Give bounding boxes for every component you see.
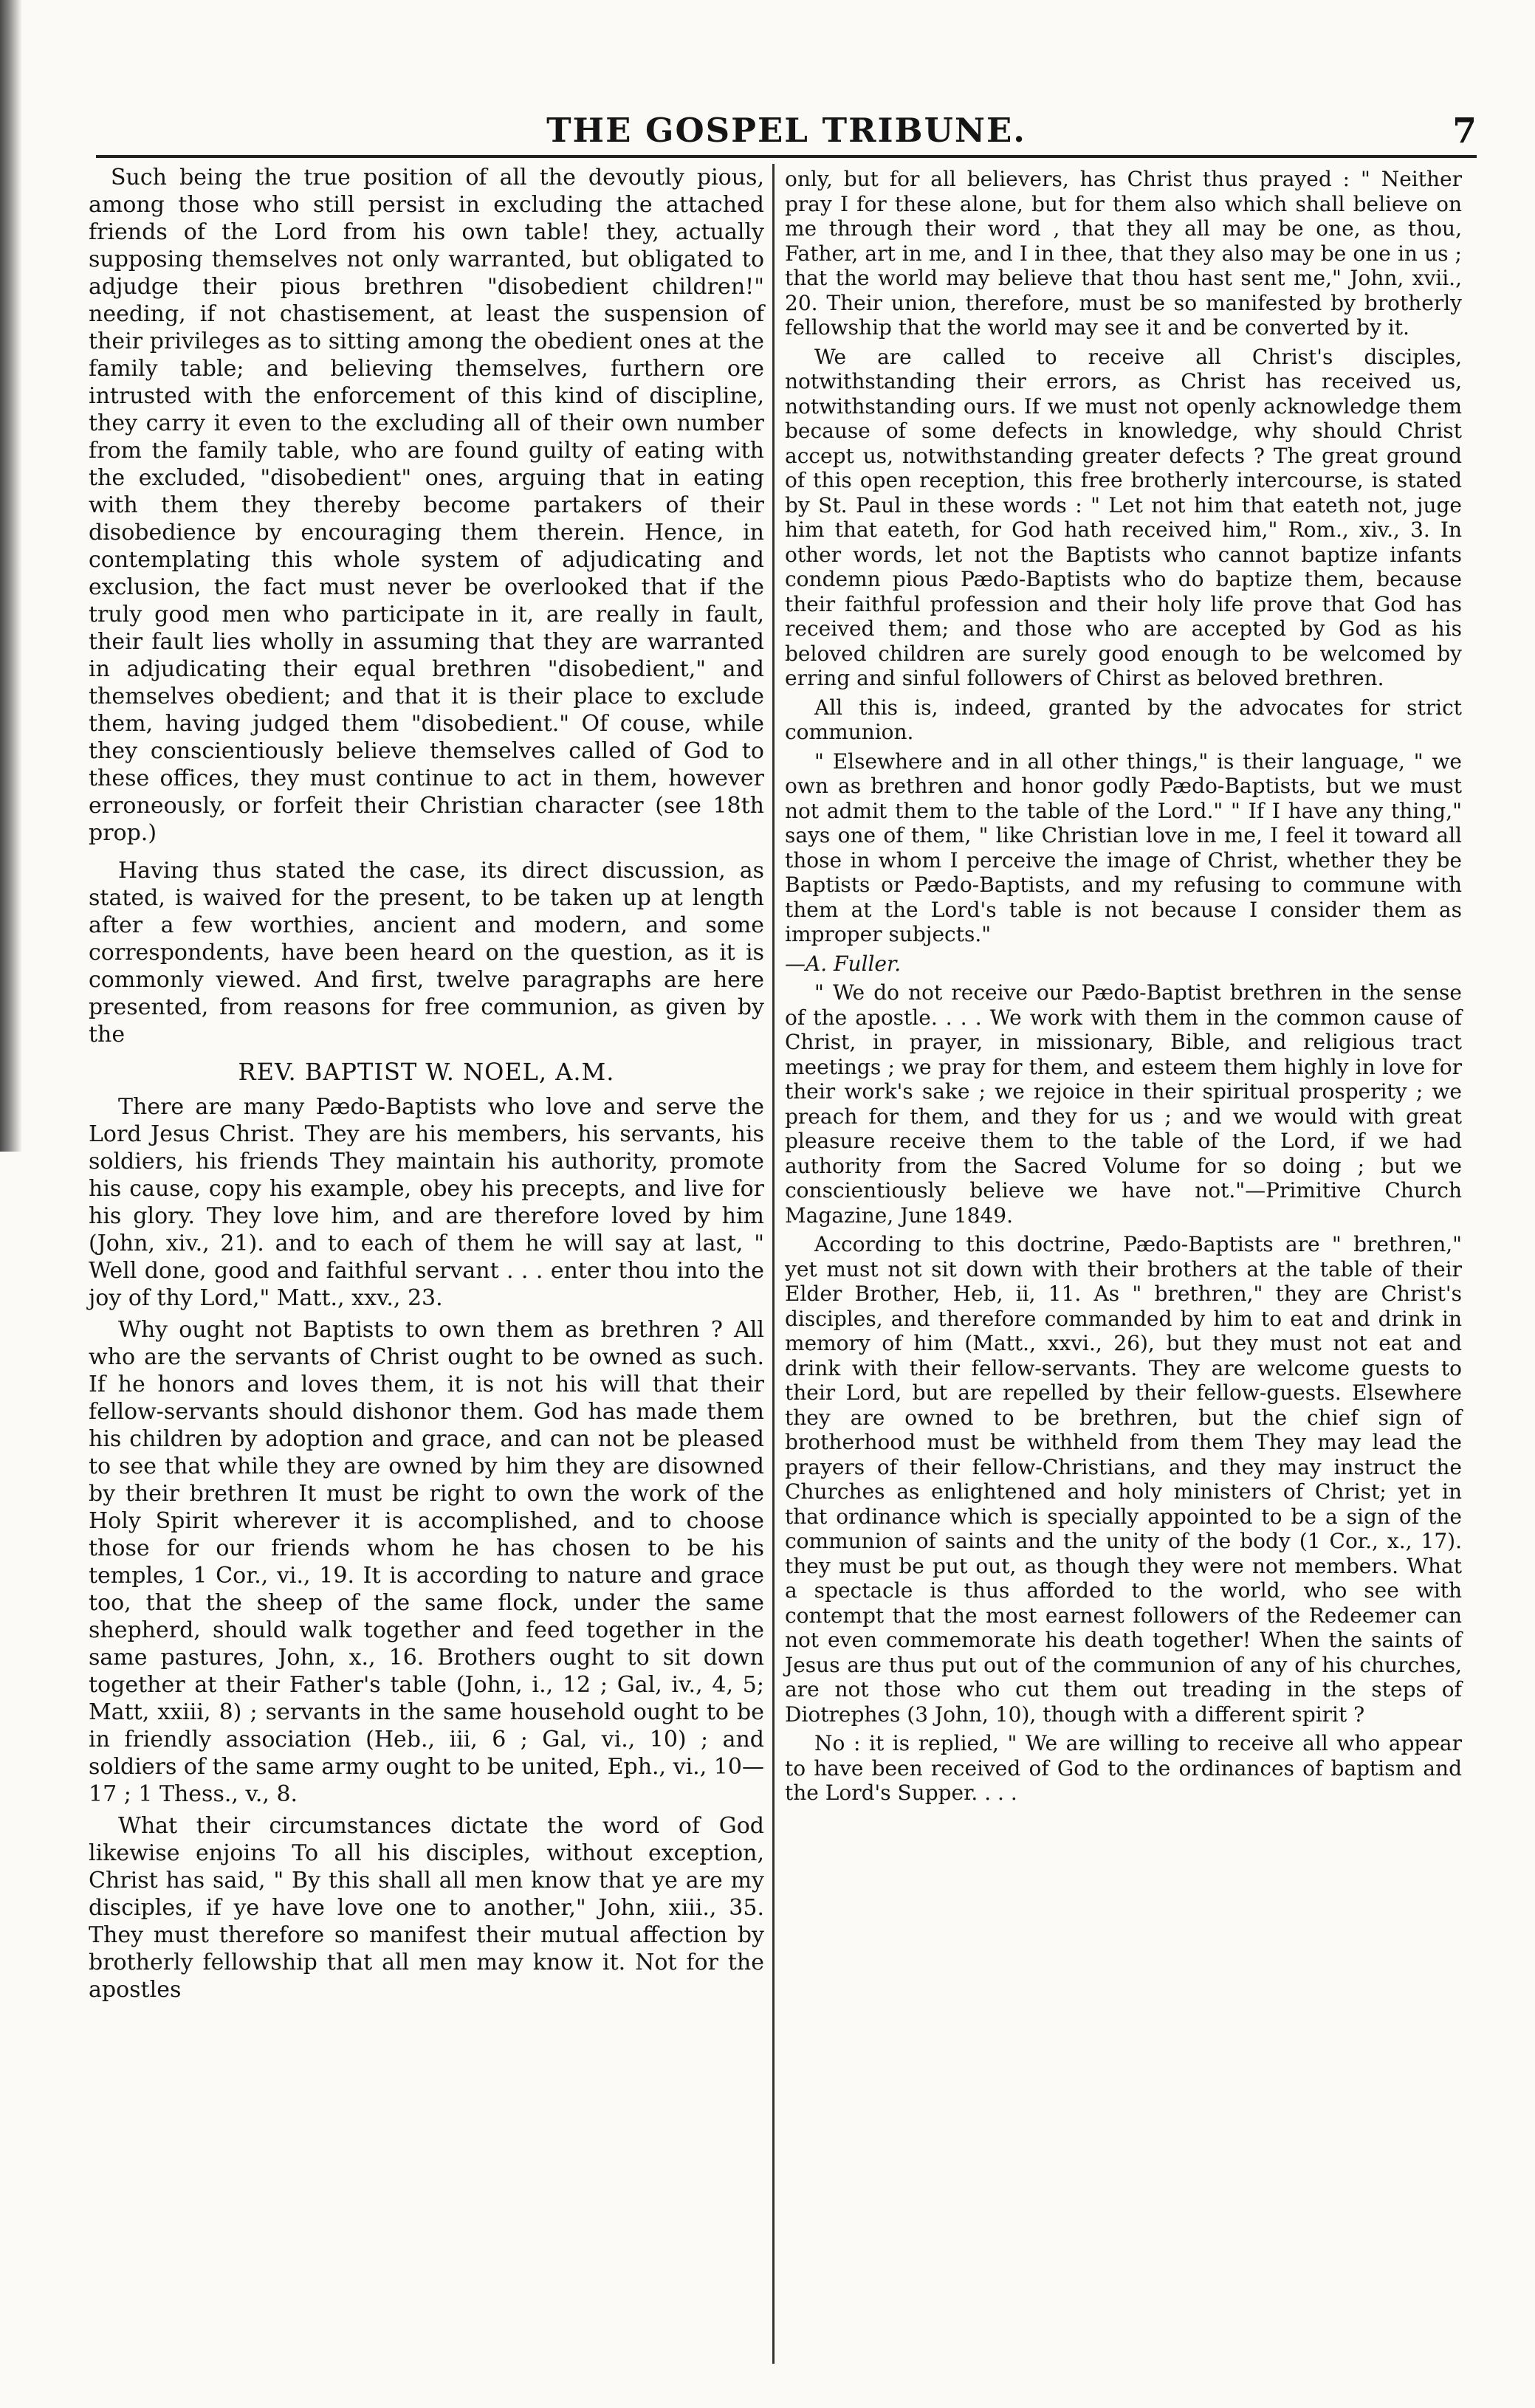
paragraph: All this is, indeed, granted by the advocates for strict communion. — [785, 695, 1462, 744]
column-divider — [772, 164, 775, 2364]
paragraph: Such being the true position of all the devoutly pious, among those who still persist in excluding the attached friends of the Lord from his own table! they, actually supposing themselves not only warranted, but obligated to adjudge their pious brethren "disobedient children!" needing, if not chastisement, at least the suspension of their privileges as to sitting among the obedient ones at the family table; and believing themselves, furthern ore intrusted with the enforcement of this kind of discipline, they carry it even to the excluding all of their own number from the family table, who are found guilty of eating with the excluded, "disobedient" ones, arguing that in eating with them they thereby become partakers of their disobedience by encouraging them therein. Hence, in contemplating this whole system of adjudicating and exclusion, the fact must never be overlooked that if the truly good men who participate in it, are really in fault, their fault lies wholly in assuming that they are warranted in adjudicating their equal brethren "disobedient," and themselves obedient; and that it is their place to exclude them, having judged them "disobedient." Of couse, while they conscientiously believe themselves called of God to these offices, they must continue to act in them, however erroneously, or forfeit their Christian character (see 18th prop.) — [89, 165, 764, 846]
paragraph: What their circumstances dictate the word of God likewise enjoins To all his disciples, without exception, Christ has said, " By this shall all men know that ye are my disciples, if ye have love one to another," John, xiii., 35. They must therefore so manifest their mutual affection by brotherly fellowship that all men may know it. Not for the apostles — [89, 1813, 764, 2003]
attribution: —A. Fuller. — [785, 951, 902, 976]
paragraph: " We do not receive our Pædo-Baptist brethren in the sense of the apostle. . . . We work with them in the common cause of Christ, in prayer, in missionary, Bible, and religious tract meetings ; we pray for them, and esteem them highly in love for their work's sake ; we rejoice in their spiritual prosperity ; we preach for them, and they for us ; and we would with great pleasure receive them to the table of the Lord, if we had authority from the Sacred Volume for so doing ; but we conscientiously believe we have not."—Primitive Church Magazine, June 1849. — [785, 980, 1462, 1228]
paragraph: According to this doctrine, Pædo-Baptists are " brethren," yet must not sit down with their brothers at the table of their Elder Brother, Heb, ii, 11. As " brethren," they are Christ's disciples, and therefore commanded by him to eat and drink in memory of him (Matt., xxvi., 26), but they must not eat and drink with their fellow-servants. They are welcome guests to their Lord, but are repelled by their fellow-guests. Elsewhere they are owned to be brethren, but the chief sign of brotherhood must be withheld from them They may lead the prayers of their fellow-Christians, and they may instruct the Churches as enlightened and holy ministers of Christ; yet in that ordinance which is specially appointed to be a sign of the communion of saints and the unity of the body (1 Cor., x., 17). they must be put out, as though they were not members. What a spectacle is thus afforded to the world, who see with contempt that the most earnest followers of the Redeemer can not even commemorate his death together! When the saints of Jesus are thus put out of the communion of any of his churches, are not those who cut them out treading in the steps of Diotrephes (3 John, 10), though with a different spirit ? — [785, 1232, 1462, 1727]
section-heading: REV. BAPTIST W. NOEL, A.M. — [238, 1058, 615, 1086]
paragraph: only, but for all believers, has Christ thus prayed : " Neither pray I for these alone, but for them also which shall believe on me through their word , that they all may be one, as thou, Father, art in me, and I in thee, that they also may be one in us ; that the world may believe that thou hast sent me," John, xvii., 20. Their union, therefore, must be so manifested by brotherly fellowship that the world may see it and be converted by it. — [785, 167, 1462, 340]
header-rule — [96, 155, 1477, 158]
page-number: 7 — [1452, 111, 1477, 151]
page-header — [96, 111, 1477, 155]
paragraph: No : it is replied, " We are willing to receive all who appear to have been received of God to the ordinances of baptism and the Lord's Supper. . . . — [785, 1731, 1462, 1805]
paragraph: There are many Pædo-Baptists who love and serve the Lord Jesus Christ. They are his members, his servants, his soldiers, his friends They maintain his authority, promote his cause, copy his example, obey his precepts, and live for his glory. They love him, and are therefore loved by him (John, xiv., 21). and to each of them he will say at last, " Well done, good and faithful servant . . . enter thou into the joy of thy Lord," Matt., xxv., 23. — [89, 1094, 764, 1311]
left-column — [89, 164, 764, 2008]
publication-title: THE GOSPEL TRIBUNE. — [546, 111, 1026, 150]
paragraph: " Elsewhere and in all other things," is their language, " we own as brethren and honor godly Pædo-Baptists, but we must not admit them to the table of the Lord." " If I have any thing," says one of them, " like Christian love in me, I feel it toward all those in whom I perceive the image of Christ, whether they be Baptists or Pædo-Baptists, and my refusing to commune with them at the Lord's table is not because I consider them as improper subjects." — [785, 749, 1462, 946]
paragraph: We are called to receive all Christ's disciples, notwithstanding their errors, as Christ has received us, notwithstanding ours. If we must not openly acknowledge them because of some defects in knowledge, why should Christ accept us, notwithstanding greater defects ? The great ground of this open reception, this free brotherly intercourse, is stated by St. Paul in these words : " Let not him that eateth not, juge him that eateth, for God hath received him," Rom., xiv., 3. In other words, let not the Baptists who cannot baptize infants condemn pious Pædo-Baptists who do baptize them, because their faithful profession and their holy life prove that God has received them; and those who are accepted by God as his beloved children are surely good enough to be welcomed by erring and sinful followers of Chirst as beloved brethren. — [785, 344, 1462, 690]
right-column — [785, 167, 1462, 1810]
page-edge-shadow — [0, 0, 22, 1152]
paragraph: Why ought not Baptists to own them as brethren ? All who are the servants of Christ ought to be owned as such. If he honors and loves them, it is not his will that their fellow-servants should dishonor them. God has made them his children by adoption and grace, and can not be pleased to see that while they are owned by him they are disowned by their brethren It must be right to own the work of the Holy Spirit wherever it is accomplished, and to choose those for our friends whom he has chosen to be his temples, 1 Cor., vi., 19. It is according to nature and grace too, that the sheep of the same flock, under the same shepherd, should walk together and feed together in the same pastures, John, x., 16. Brothers ought to sit down together at their Father's table (John, i., 12 ; Gal, iv., 4, 5; Matt, xxiii, 8) ; servants in the same household ought to be in friendly association (Heb., iii, 6 ; Gal, vi., 10) ; and soldiers of the same army ought to be united, Eph., vi., 10—17 ; 1 Thess., v., 8. — [89, 1317, 764, 1807]
paragraph: Having thus stated the case, its direct discussion, as stated, is waived for the present, to be taken up at length after a few worthies, ancient and modern, and some correspondents, have been heard on the question, as it is commonly viewed. And first, twelve paragraphs are here presented, from reasons for free communion, as given by the — [89, 858, 764, 1048]
